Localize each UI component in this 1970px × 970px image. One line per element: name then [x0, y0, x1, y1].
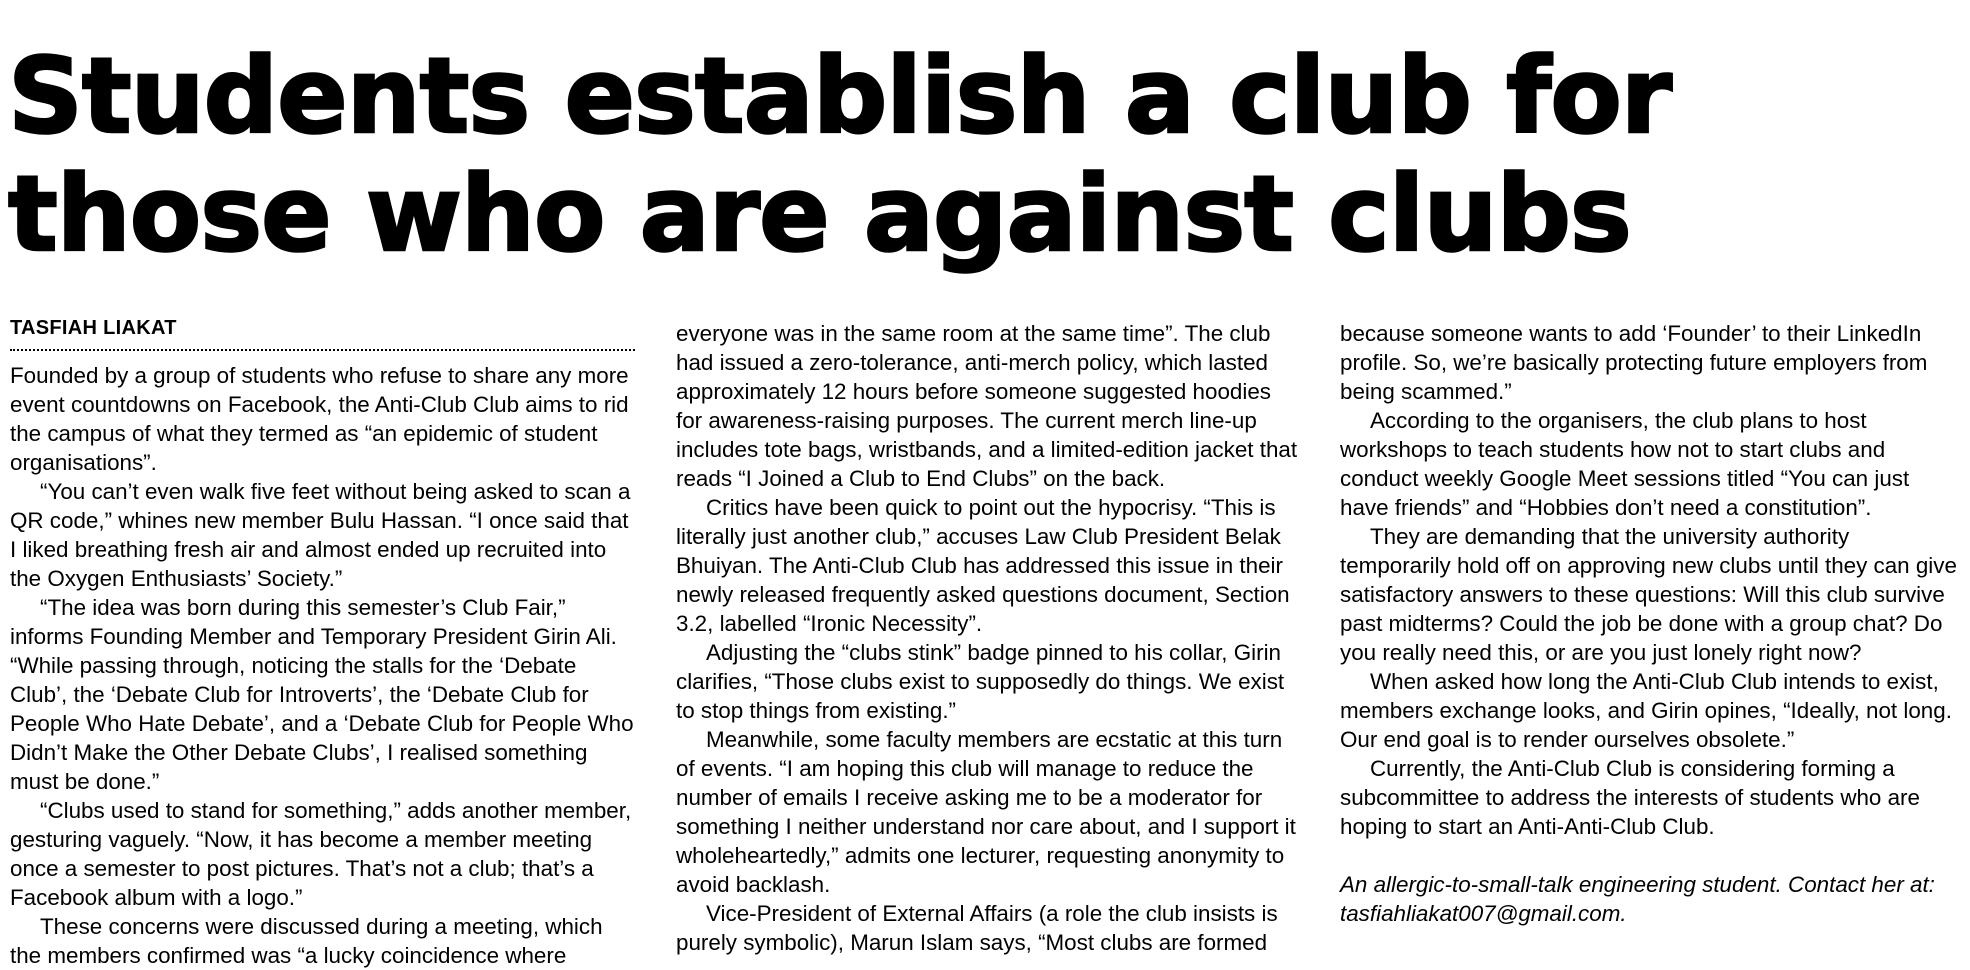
paragraph: Currently, the Anti-Club Club is considering forming a subcommittee to address the interests of students who are hoping to start an Anti-Anti-Club Club. — [1340, 756, 1920, 839]
paragraph: They are demanding that the university authority temporarily hold off on approving new clubs until they can give satisfactory answers to these questions: Will this club survive past midterms? Could the job be done with a group chat? Do you really need this, or are you just lonely right now? — [1340, 524, 1957, 665]
paragraph: Meanwhile, some faculty members are ecstatic at this turn of events. “I am hoping this club will manage to reduce the number of emails I receive asking me to be a moderator for something I neither understand nor care about, and I support it wholeheartedly,” admits one lecturer, requesting anonymity to avoid backlash. — [676, 727, 1296, 897]
column-2 — [676, 319, 1301, 957]
paragraph: When asked how long the Anti-Club Club intends to exist, members exchange looks, and Girin opines, “Ideally, not long. Our end goal is to render ourselves obsolete.” — [1340, 669, 1952, 752]
paragraph: These concerns were discussed during a meeting, which the members confirmed was “a lucky coincidence where — [10, 914, 603, 968]
paragraph: Adjusting the “clubs stink” badge pinned to his collar, Girin clarifies, “Those clubs exist to supposedly do things. We exist to stop things from existing.” — [676, 640, 1285, 723]
paragraph: Founded by a group of students who refuse to share any more event countdowns on Facebook, the Anti-Club Club aims to rid the campus of what they termed as “an epidemic of student organisations”. — [10, 363, 629, 475]
author-bio: An allergic-to-small-talk engineering student. Contact her at: tasfiahliakat007@gmail.com. — [1340, 872, 1935, 926]
paragraph: Critics have been quick to point out the hypocrisy. “This is literally just another club,” accuses Law Club President Belak Bhuiyan. The Anti-Club Club has addressed this issue in their newly released frequently asked questions document, Section 3.2, labelled “Ironic Necessity”. — [676, 495, 1290, 636]
paragraph: According to the organisers, the club plans to host workshops to teach students how not to start clubs and conduct weekly Google Meet sessions titled “You can just have friends” and “Hobbies don’t need a constitution”. — [1340, 408, 1910, 520]
paragraph: “You can’t even walk five feet without being asked to scan a QR code,” whines new member Bulu Hassan. “I once said that I liked breathing fresh air and almost ended up recruited into the Oxygen Enthusiasts’ Society.” — [10, 479, 631, 591]
paragraph: everyone was in the same room at the same time”. The club had issued a zero-tolerance, anti-merch policy, which lasted approximately 12 hours before someone suggested hoodies for awareness-raising purposes. The current merch line-up includes tote bags, wristbands, and a limited-edition jacket that reads “I Joined a Club to End Clubs” on the back. — [676, 321, 1298, 491]
headline: Students establish a club for those who are against clubs — [8, 35, 1672, 275]
column-1 — [10, 314, 635, 970]
column-3 — [1340, 319, 1960, 928]
paragraph: “The idea was born during this semester’s Club Fair,” informs Founding Member and Temporary President Girin Ali. “While passing through, noticing the stalls for the ‘Debate Club’, the ‘Debate Club for Introverts’, the ‘Debate Club for People Who Hate Debate’, and a ‘Debate Club for People Who Didn’t Make the Other Debate Clubs’, I realised something must be done.” — [10, 595, 634, 794]
paragraph: Vice-President of External Affairs (a role the club insists is purely symbolic), Marun Islam says, “Most clubs are formed — [676, 901, 1278, 955]
paragraph: because someone wants to add ‘Founder’ to their LinkedIn profile. So, we’re basically protecting future employers from being scammed.” — [1340, 321, 1928, 404]
paragraph: “Clubs used to stand for something,” adds another member, gesturing vaguely. “Now, it has become a member meeting once a semester to post pictures. That’s not a club; that’s a Facebook album with a logo.” — [10, 798, 632, 910]
byline: TASFIAH LIAKAT — [10, 314, 635, 351]
